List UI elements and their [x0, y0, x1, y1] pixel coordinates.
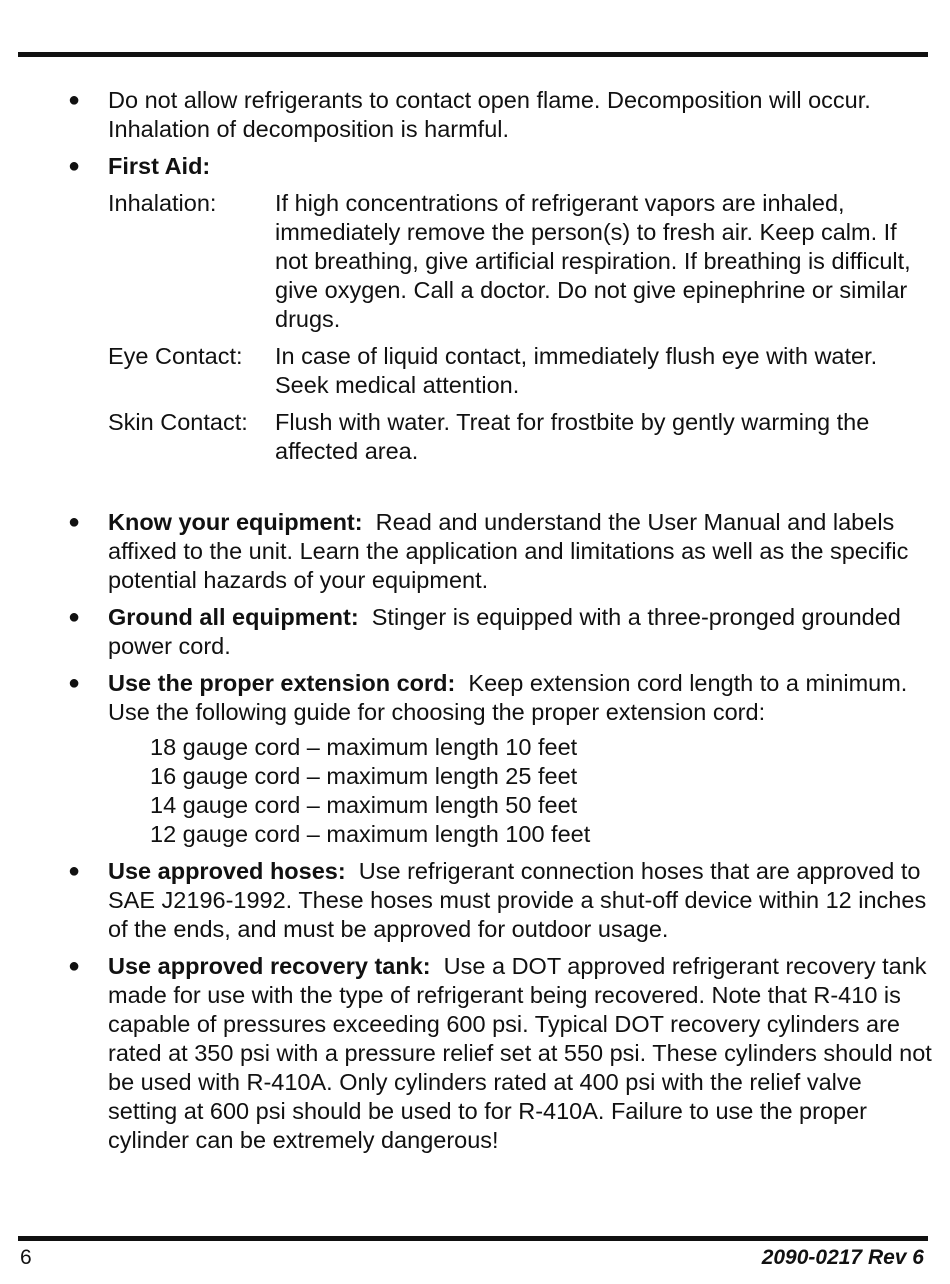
section-spacer [0, 474, 950, 508]
bullet-item-know-equipment [0, 508, 950, 595]
item-heading: Use approved hoses: [108, 858, 346, 884]
first-aid-label: Inhalation: [108, 190, 217, 216]
bullet-item-approved-hoses [0, 857, 950, 944]
item-text: Stinger is equipped with a three-pronged grounded power cord. [108, 604, 901, 659]
item-text: Use refrigerant connection hoses that are approved to SAE J2196-1992. These hoses must provide a shut-off device within 12 inches of the ends, and must be approved for outdoor usage. [108, 858, 927, 942]
gauge-line: 14 gauge cord – maximum length 50 feet [150, 792, 578, 818]
bullet-icon: ● [68, 955, 81, 977]
bullet-item-refrigerant-flame [0, 86, 950, 144]
first-aid-label: Eye Contact: [108, 343, 243, 369]
bullet-icon: ● [68, 860, 81, 882]
header-rule [18, 52, 928, 57]
gauge-line: 12 gauge cord – maximum length 100 feet [150, 821, 591, 847]
footer-rule [18, 1236, 928, 1241]
bullet-item-recovery-tank [0, 952, 950, 1155]
first-aid-skin-contact [0, 408, 950, 466]
page-content [0, 86, 950, 1163]
item-text: Read and understand the User Manual and labels affixed to the unit. Learn the application and limitations as well as the specific potential hazards of your equipment. [108, 509, 909, 593]
first-aid-label: Skin Contact: [108, 409, 248, 435]
item-heading: First Aid: [108, 153, 211, 179]
first-aid-text: In case of liquid contact, immediately flush eye with water. Seek medical attention. [275, 343, 878, 398]
item-heading: Use the proper extension cord: [108, 670, 456, 696]
item-text: Keep extension cord length to a minimum. Use the following guide for choosing the proper extension cord: [108, 670, 908, 725]
first-aid-text: Flush with water. Treat for frostbite by gently warming the affected area. [275, 409, 870, 464]
bullet-icon: ● [68, 511, 81, 533]
gauge-line: 18 gauge cord – maximum length 10 feet [150, 734, 578, 760]
bullet-icon: ● [68, 606, 81, 628]
bullet-icon: ● [68, 672, 81, 694]
first-aid-inhalation [0, 189, 950, 334]
first-aid-eye-contact [0, 342, 950, 400]
gauge-list [0, 733, 950, 849]
bullet-item-ground-equipment [0, 603, 950, 661]
bullet-icon: ● [68, 155, 81, 177]
page-number: 6 [20, 1246, 32, 1269]
gauge-line: 16 gauge cord – maximum length 25 feet [150, 763, 578, 789]
bullet-item-first-aid [0, 152, 950, 181]
item-heading: Ground all equipment: [108, 604, 359, 630]
bullet-icon: ● [68, 89, 81, 111]
first-aid-text: If high concentrations of refrigerant vapors are inhaled, immediately remove the person(s) to fresh air. Keep calm. If not breathing, give artificial respiration. If breathing is difficult, give oxygen. Call a doctor. Do not give epinephrine or similar drugs. [275, 190, 911, 332]
item-text: Do not allow refrigerants to contact open flame. Decomposition will occur. Inhalation of decomposition is harmful. [108, 87, 871, 142]
bullet-item-extension-cord [0, 669, 950, 727]
item-heading: Use approved recovery tank: [108, 953, 431, 979]
document-number: 2090-0217 Rev 6 [761, 1246, 924, 1269]
item-text: Use a DOT approved refrigerant recovery tank made for use with the type of refrigerant being recovered. Note that R-410 is capable of pressures exceeding 600 psi. Typical DOT recovery cylinders are rated at 350 psi with a pressure relief set at 550 psi. These cylinders should not be used with R-410A. Only cylinders rated at 400 psi with the relief valve setting at 600 psi should be used to for R-410A. Failure to use the proper cylinder can be extremely dangerous! [108, 953, 932, 1153]
item-heading: Know your equipment: [108, 509, 363, 535]
